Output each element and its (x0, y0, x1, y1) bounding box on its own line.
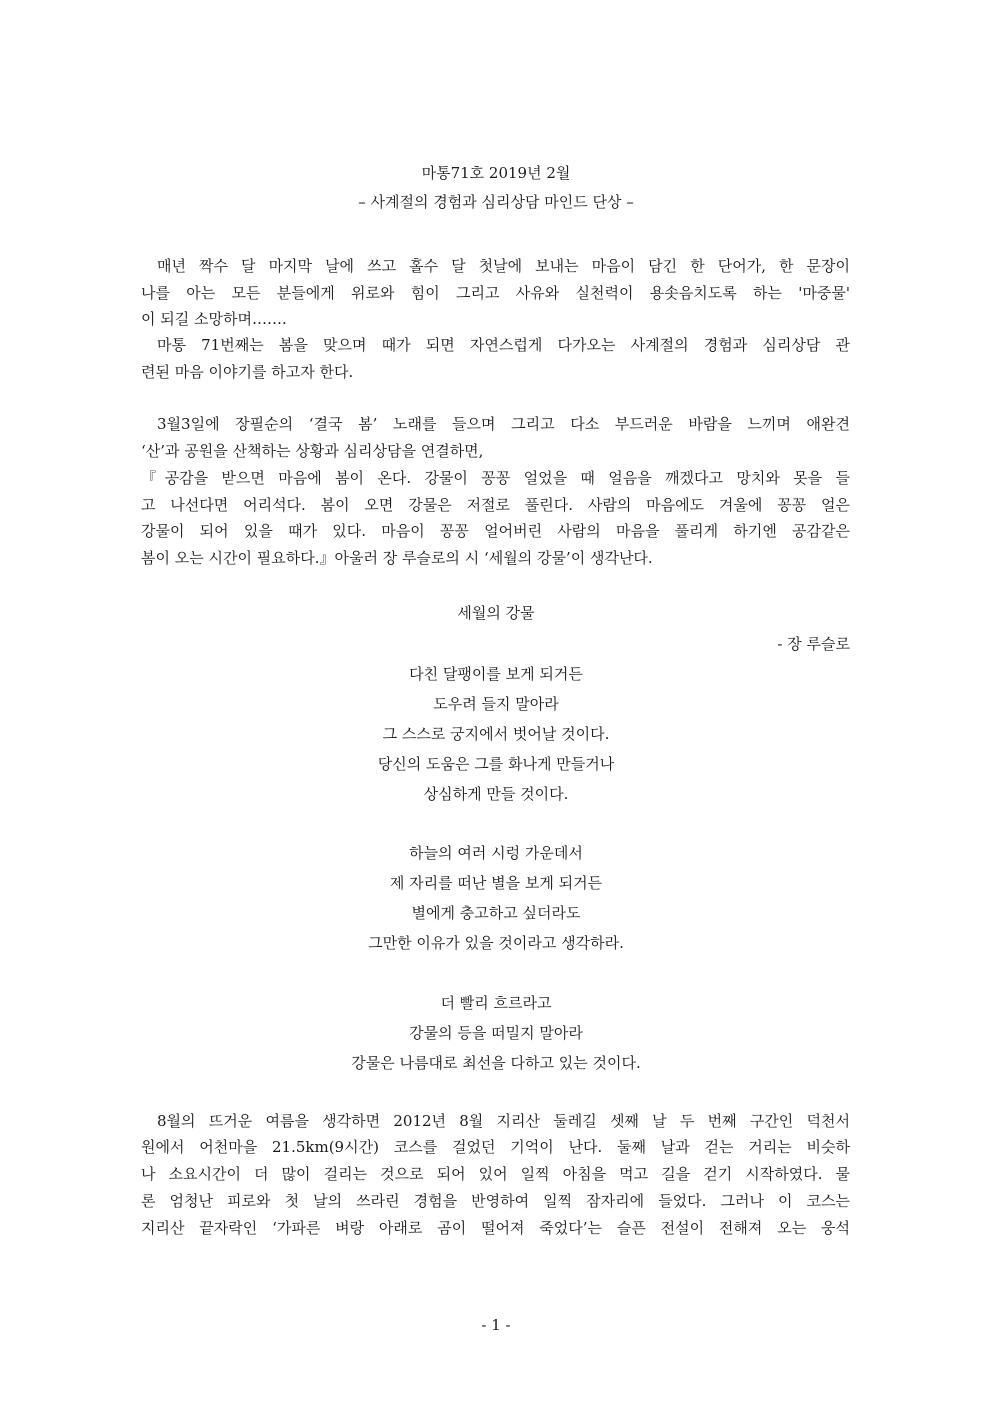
poem-line: 그 스스로 궁지에서 벗어날 것이다. (382, 725, 610, 743)
body-line: 련된 마음 이야기를 하고자 한다. (141, 363, 354, 381)
poem-line: 강물의 등을 떠밀지 말아라 (409, 1024, 583, 1042)
poem-line: 도우려 들지 말아라 (433, 695, 559, 713)
page-number: - 1 - (481, 1316, 511, 1334)
body-line: 나를 아는 모든 분들에게 위로와 힘이 그리고 사유와 실천력이 용솟음치도록 하는 '마중물' (141, 284, 850, 302)
document-subtitle: – 사계절의 경험과 심리상담 마인드 단상 – (358, 193, 634, 211)
body-line: 고 나선다면 어리석다. 봄이 오면 강물은 저절로 풀린다. 사람의 마음에도 겨울에 꽁꽁 얼은 (141, 496, 850, 514)
body-line: 봄이 오는 시간이 필요하다.』아울러 장 루슬로의 시 ‘세월의 강물’이 생각난다. (141, 549, 653, 567)
body-line: 이 되길 소망하며……. (141, 310, 287, 328)
poem-author: - 장 루슬로 (777, 635, 850, 653)
poem-line: 더 빨리 흐르라고 (440, 994, 552, 1012)
body-line: 8월의 뜨거운 여름을 생각하면 2012년 8월 지리산 둘레길 셋째 날 두 번째 구간인 덕천서 (157, 1112, 850, 1130)
body-line: 3월3일에 장필순의 ‘결국 봄’ 노래를 들으며 그리고 다소 부드러운 바람을 느끼며 애완견 (157, 415, 850, 433)
poem-line: 그만한 이유가 있을 것이라고 생각하라. (368, 934, 624, 952)
poem-line: 상심하게 만들 것이다. (423, 785, 569, 803)
poem-line: 하늘의 여러 시렁 가운데서 (409, 844, 583, 862)
poem-line: 당신의 도움은 그를 화나게 만들거나 (377, 755, 615, 773)
body-line: 원에서 어천마을 21.5km(9시간) 코스를 걸었던 기억이 난다. 둘째 날과 걷는 거리는 비슷하 (141, 1138, 850, 1156)
body-line: 마통 71번째는 봄을 맞으며 때가 되면 자연스럽게 다가오는 사계절의 경험과 심리상담 관 (157, 336, 850, 354)
body-line: 지리산 끝자락인 ‘가파른 벼랑 아래로 곰이 떨어져 죽었다’는 슬픈 전설이 전해져 오는 웅석 (141, 1219, 850, 1237)
body-line: 매년 짝수 달 마지막 날에 쓰고 홀수 달 첫날에 보내는 마음이 담긴 한 단어가, 한 문장이 (157, 257, 850, 275)
body-line: 론 엄청난 피로와 첫 날의 쓰라린 경험을 반영하여 일찍 잠자리에 들었다. 그러나 이 코스는 (141, 1192, 850, 1210)
body-line: ‘산’과 공원을 산책하는 상황과 심리상담을 연결하면, (141, 442, 484, 460)
body-line: 『공감을 받으면 마음에 봄이 온다. 강물이 꽁꽁 얼었을 때 얼음을 깨겠다고 망치와 못을 들 (141, 469, 850, 487)
body-line: 나 소요시간이 더 많이 걸리는 것으로 되어 있어 일찍 아침을 먹고 길을 걷기 시작하였다. 물 (141, 1165, 850, 1183)
document-title: 마통71호 2019년 2월 (421, 164, 571, 182)
poem-title: 세월의 강물 (457, 604, 535, 622)
poem-line: 다친 달팽이를 보게 되거든 (409, 665, 583, 683)
body-line: 강물이 되어 있을 때가 있다. 마음이 꽁꽁 얼어버린 사람의 마음을 풀리게 하기엔 공감같은 (141, 522, 850, 540)
poem-line: 강물은 나름대로 최선을 다하고 있는 것이다. (351, 1054, 641, 1072)
poem-line: 별에게 충고하고 싶더라도 (411, 904, 581, 922)
poem-line: 제 자리를 떠난 별을 보게 되거든 (389, 874, 603, 892)
